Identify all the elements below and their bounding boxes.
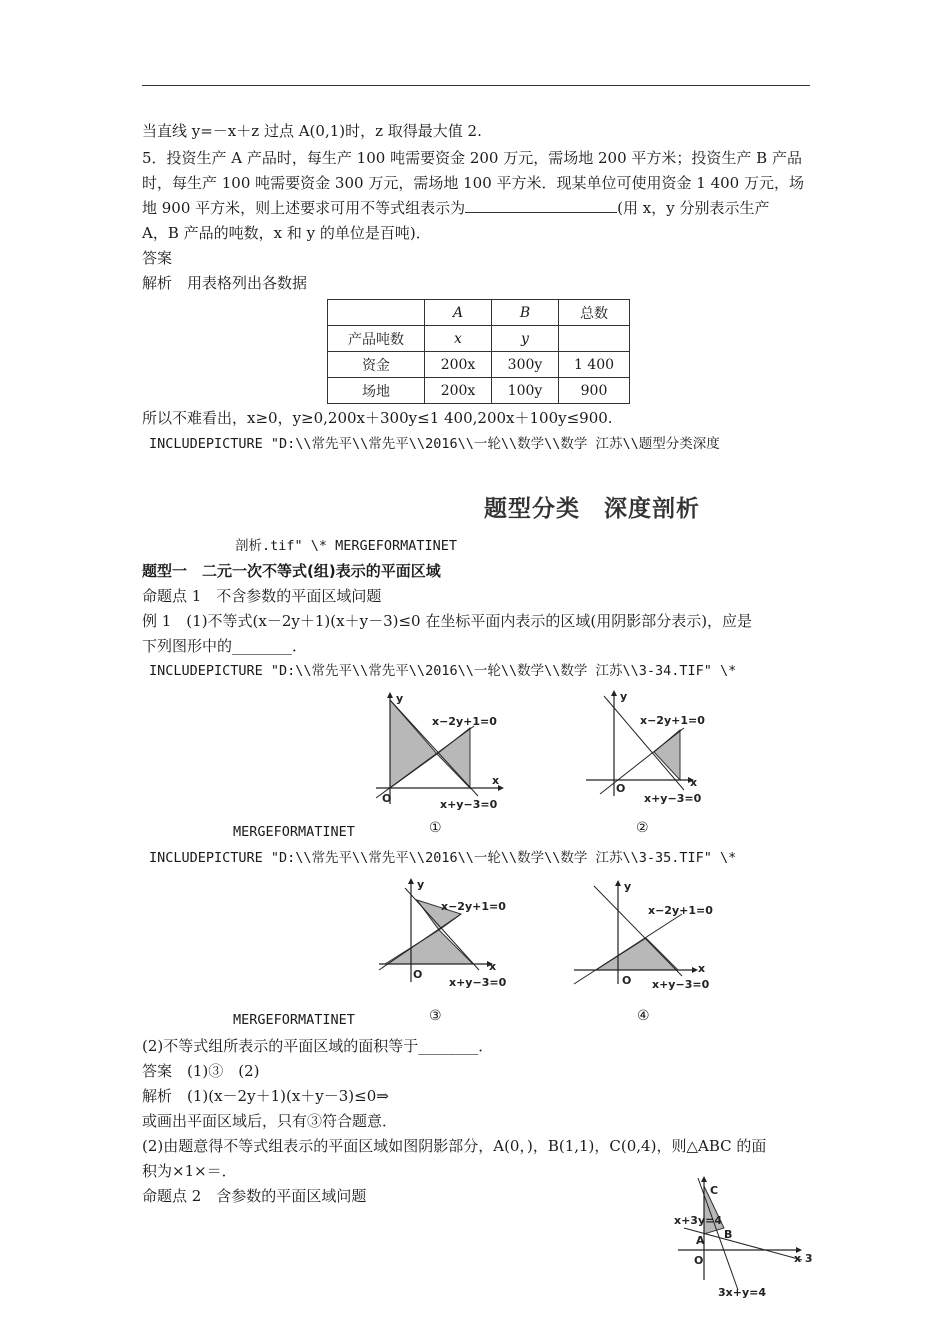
question-5-line-1: 5．投资生产 A 产品时，每生产 100 吨需要资金 200 万元，需场地 200 平方米；投资生产 B 产品	[142, 149, 802, 167]
line1-label: x−2y+1=0	[640, 714, 705, 727]
table-cell: 900	[559, 378, 630, 404]
field-code: INCLUDEPICTURE "D:\\常先平\\常先平\\2016\\一轮\\数学\\数学 江苏\\3-34.TIF" \*	[149, 663, 737, 679]
analysis-line: 解析 (1)(x－2y＋1)(x＋y－3)≤0⇒	[142, 1087, 389, 1105]
question-5-line-3	[142, 198, 770, 218]
table-cell: 资金	[328, 352, 425, 378]
axis-y-label: y	[620, 690, 628, 703]
field-code: INCLUDEPICTURE "D:\\常先平\\常先平\\2016\\一轮\\数学\\数学 江苏\\3-35.TIF" \*	[149, 850, 737, 866]
text-line: 积为×1×＝．	[142, 1162, 237, 1180]
axis-x-label: x	[492, 774, 500, 787]
table-cell: 产品吨数	[328, 326, 425, 352]
field-code: INCLUDEPICTURE "D:\\常先平\\常先平\\2016\\一轮\\数学\\数学 江苏\\题型分类深度	[149, 436, 720, 452]
header-rule	[142, 85, 810, 86]
figure-caption: ①	[429, 820, 442, 836]
figure-2	[580, 690, 730, 815]
analysis-label: 解析 用表格列出各数据	[142, 274, 308, 292]
line2-label: x+y−3=0	[449, 976, 507, 989]
line1-label: x−2y+1=0	[648, 904, 713, 917]
text-line: 所以不难看出，x≥0，y≥0,200x＋300y≤1 400,200x＋100y≤900.	[142, 409, 613, 427]
table-cell: x	[425, 326, 492, 352]
line2-label: x+y−3=0	[644, 792, 702, 805]
table-cell	[559, 326, 630, 352]
table-cell: B	[492, 300, 559, 326]
question-5-line-4: A，B 产品的吨数，x 和 y 的单位是百吨)．	[142, 224, 431, 242]
table-cell: A	[425, 300, 492, 326]
field-code: MERGEFORMATINET	[233, 1012, 355, 1028]
axis-x-label: x	[698, 962, 706, 975]
point-b-label: B	[724, 1228, 733, 1241]
line2-label: x+y−3=0	[440, 798, 498, 811]
figure-caption: ③	[429, 1008, 442, 1024]
figure-caption: ②	[636, 820, 649, 836]
question-5-line-3b: (用 x，y 分别表示生产	[617, 199, 770, 217]
figure-3	[375, 878, 525, 998]
text-line: 或画出平面区域后，只有③符合题意．	[142, 1112, 398, 1130]
example-1-line-1: 例 1 (1)不等式(x－2y＋1)(x＋y－3)≤0 在坐标平面内表示的区域(用阴影部分表示)，应是	[142, 612, 753, 630]
answer-label: 答案	[142, 249, 173, 267]
answer-line: 答案 (1)③ (2)	[142, 1062, 260, 1080]
data-table	[327, 299, 630, 404]
table-row	[328, 326, 630, 352]
triangle-abc-figure	[674, 1176, 818, 1300]
origin-label: O	[413, 968, 423, 981]
table-cell: 200x	[425, 352, 492, 378]
figure-4	[570, 880, 720, 1000]
line-label: 3x+y=4	[718, 1286, 767, 1299]
axis-x-label: x	[690, 776, 698, 789]
axis-x-label: x	[489, 960, 497, 973]
figure-1	[370, 692, 520, 817]
question-5-line-2: 时，每生产 100 吨需要资金 300 万元，需场地 100 平方米．现某单位可使用资金 1 400 万元，场	[142, 174, 804, 192]
point-a-label: A	[696, 1234, 705, 1247]
shaded-region	[385, 930, 473, 964]
topic-title: 题型一 二元一次不等式(组)表示的平面区域	[142, 562, 441, 580]
x-axis-tail-label: x 3	[794, 1252, 813, 1265]
origin-label: O	[694, 1254, 704, 1267]
y-axis-arrow	[615, 880, 621, 886]
axis-y-label: y	[417, 878, 425, 891]
table-cell: 1 400	[559, 352, 630, 378]
table-cell: 100y	[492, 378, 559, 404]
line1-label: x−2y+1=0	[441, 900, 506, 913]
line-label: x+3y=4	[674, 1214, 723, 1227]
table-cell	[328, 300, 425, 326]
y-axis-arrow	[611, 690, 617, 696]
point-c-label: C	[710, 1184, 719, 1197]
table-cell: 总数	[559, 300, 630, 326]
y-axis-arrow	[408, 878, 414, 884]
shaded-region	[654, 730, 680, 780]
section-heading: 题型分类 深度剖析	[484, 496, 700, 522]
text-line: 当直线 y=－x＋z 过点 A(0,1)时，z 取得最大值 2.	[142, 122, 482, 140]
line1-label: x−2y+1=0	[432, 715, 497, 728]
table-cell: 场地	[328, 378, 425, 404]
table-cell: 300y	[492, 352, 559, 378]
table-row	[328, 300, 630, 326]
example-1-part-2: (2)不等式组所表示的平面区域的面积等于________．	[142, 1037, 494, 1055]
table-row	[328, 352, 630, 378]
text-line: (2)由题意得不等式组表示的平面区域如图阴影部分，A(0，)，B(1,1)，C(0,4)，则△ABC 的面	[142, 1137, 767, 1155]
example-1-line-2: 下列图形中的________．	[142, 637, 308, 655]
figure-caption: ④	[637, 1008, 650, 1024]
table-cell: 200x	[425, 378, 492, 404]
field-code: 剖析.tif" \* MERGEFORMATINET	[235, 538, 458, 554]
origin-label: O	[616, 782, 626, 795]
table-row	[328, 378, 630, 404]
subtopic-title: 命题点 2 含参数的平面区域问题	[142, 1187, 367, 1205]
field-code: MERGEFORMATINET	[233, 824, 355, 840]
answer-blank	[465, 198, 617, 213]
y-axis-arrow	[387, 692, 393, 698]
origin-label: O	[622, 974, 632, 987]
line2-label: x+y−3=0	[652, 978, 710, 991]
origin-label: O	[382, 792, 392, 805]
subtopic-title: 命题点 1 不含参数的平面区域问题	[142, 587, 382, 605]
y-axis-arrow	[701, 1176, 707, 1182]
axis-y-label: y	[396, 692, 404, 705]
table-cell: y	[492, 326, 559, 352]
axis-y-label: y	[624, 880, 632, 893]
question-5-line-3a: 地 900 平方米，则上述要求可用不等式组表示为	[142, 199, 466, 217]
